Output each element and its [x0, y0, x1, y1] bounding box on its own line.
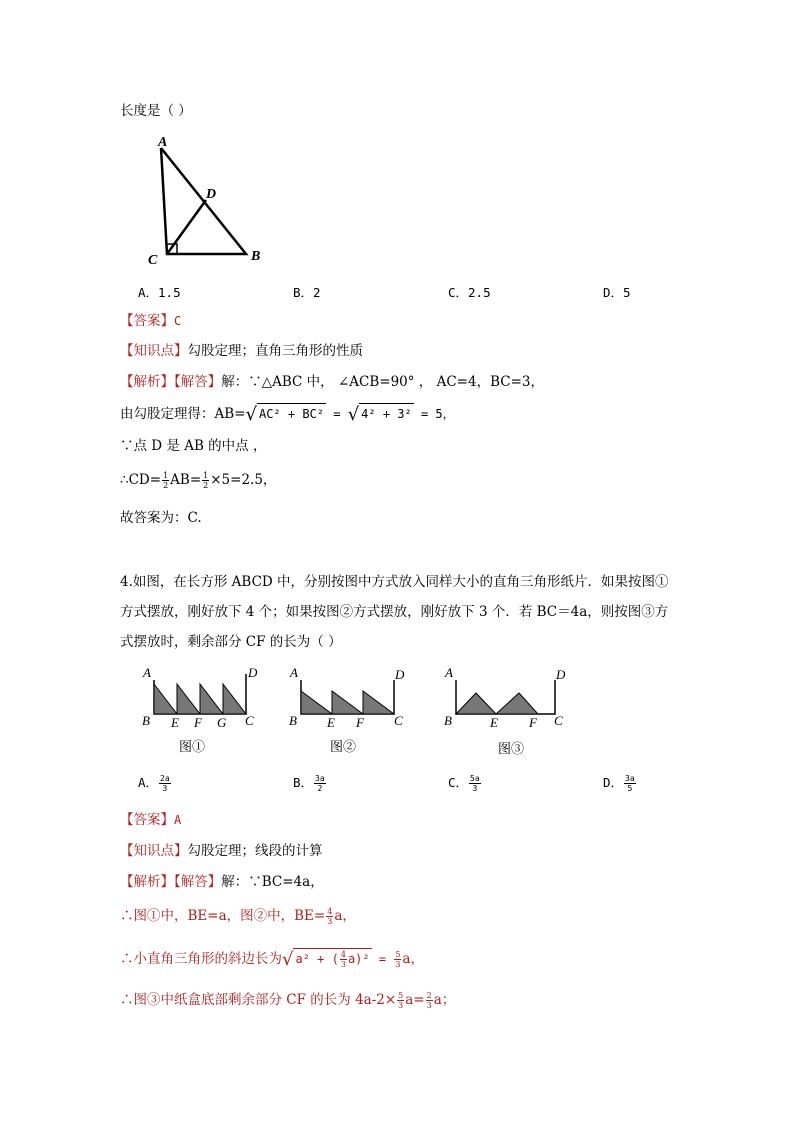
svg-text:D: D	[395, 667, 405, 682]
q3-analysis-4: ∴CD= $\frac{1}{2}$ AB= $\frac{1}{2}$ ×5=2.5，	[120, 471, 277, 490]
svg-text:E: E	[327, 715, 335, 730]
q3-conclusion: 故答案为：C.	[120, 510, 202, 526]
q3-option-b: B．2	[293, 285, 321, 300]
q4-option-c: C． $\frac{5a}{3}$	[448, 774, 480, 793]
svg-text:C: C	[245, 713, 254, 728]
q4-analysis-3: ∴小直角三角形的斜边长为√ a² + ( $\frac{4}{3}$ a)² = $\frac{5}{3}$ a，	[120, 949, 424, 970]
svg-text:D: D	[248, 665, 258, 680]
q4-figure-1	[138, 660, 268, 732]
q3-triangle-figure	[140, 130, 280, 275]
label-D: D	[206, 187, 217, 202]
svg-text:G: G	[217, 715, 227, 730]
q3-answer: 【答案】C	[120, 313, 182, 329]
fig2-caption: 图②	[330, 740, 357, 755]
q4-figure-3	[438, 660, 578, 732]
label-A: A	[158, 135, 168, 150]
svg-text:B: B	[289, 713, 297, 728]
svg-text:D: D	[556, 667, 566, 682]
q4-knowledge: 【知识点】勾股定理；线段的计算	[120, 843, 323, 859]
svg-text:B: B	[142, 713, 150, 728]
q3-knowledge: 【知识点】勾股定理；直角三角形的性质	[120, 343, 363, 359]
q3-analysis-3: ∵点 D 是 AB 的中点 ，	[120, 438, 267, 454]
q4-answer: 【答案】A	[120, 812, 182, 828]
svg-text:F: F	[529, 715, 537, 730]
q4-analysis-1: 【解析】【解答】解：∵BC=4a，	[120, 874, 324, 890]
svg-text:C: C	[394, 713, 403, 728]
q3-option-a: A．1.5	[138, 285, 181, 300]
label-C: C	[148, 253, 158, 268]
q4-option-b: B． $\frac{3a}{2}$	[293, 774, 325, 793]
q4-analysis-2: ∴图①中，BE=a，图②中，BE= $\frac{4}{3}$ a，	[120, 907, 356, 926]
q3-analysis-1: 【解析】【解答】解：∵△ABC 中， ∠ACB=90° ， AC=4，BC=3，	[120, 374, 544, 390]
svg-text:A: A	[143, 665, 151, 680]
q4-stem-1: 4.如图，在长方形 ABCD 中，分别按图中方式放入同样大小的直角三角形纸片．如果按图①	[120, 574, 669, 590]
svg-text:A: A	[290, 665, 298, 680]
q4-figure-2	[283, 660, 413, 732]
svg-text:A: A	[445, 665, 453, 680]
q4-stem-3: 式摆放时，剩余部分 CF 的长为（ ）	[120, 634, 342, 650]
q3-analysis-2: 由勾股定理得：AB=√ AC² + BC² = √ 4² + 3² = 5，	[120, 404, 455, 425]
q3-option-d: D．5	[603, 285, 631, 300]
q4-analysis-4: ∴图③中纸盒底部剩余部分 CF 的长为 4a-2× $\frac{5}{3}$ a= $\frac{2}{3}$ a；	[120, 991, 456, 1010]
q4-option-a: A． $\frac{2a}{3}$	[138, 774, 170, 793]
svg-text:B: B	[444, 713, 452, 728]
q4-option-d: D． $\frac{3a}{5}$	[603, 774, 635, 793]
svg-text:F: F	[194, 715, 202, 730]
svg-text:E: E	[171, 715, 179, 730]
q3-option-c: C．2.5	[448, 285, 491, 300]
svg-text:E: E	[490, 715, 498, 730]
svg-text:F: F	[356, 715, 364, 730]
label-B: B	[251, 249, 261, 264]
q4-stem-2: 方式摆放，刚好放下 4 个；如果按图②方式摆放，刚好放下 3 个．若 BC＝4a，则按图③方	[120, 604, 669, 620]
svg-text:C: C	[554, 713, 563, 728]
fig1-caption: 图①	[179, 740, 206, 755]
fig3-caption: 图③	[498, 742, 525, 757]
q3-stem-tail: 长度是（ ）	[120, 103, 192, 119]
